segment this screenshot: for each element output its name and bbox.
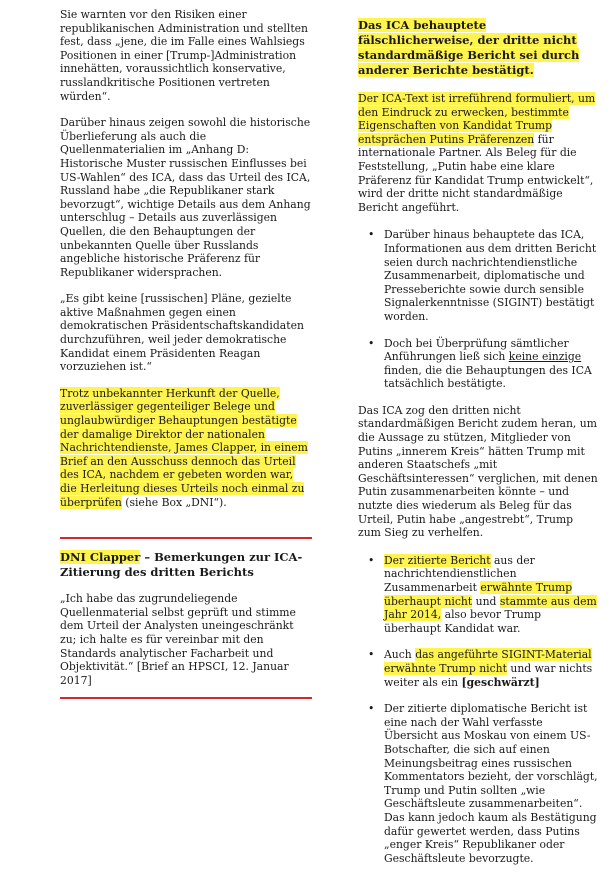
- list-item-text: Doch bei Überprüfung sämtlicher Anführungen ließ sich: [384, 336, 569, 364]
- dni-box: [60, 537, 312, 699]
- list-item: [358, 554, 598, 636]
- paragraph-historical-record: Darüber hinaus zeigen sowohl die historische Überlieferung als auch die Quellenmaterialien im „Anhang D: Historische Muster russischen Einflusses bei US-Wahlen“ des ICA, dass das Urteil des ICA, Russland habe „die Republikaner stark bevorzugt“, wichtige Details aus dem Anhang unterschlug – Details aus zuverlässigen Quellen, die den Behauptungen der unbekannten Quelle über Russlands angebliche historische Präferenz für Republikaner widersprachen.: [60, 116, 311, 279]
- list-item-text: Auch: [384, 648, 416, 662]
- box-quote: „Ich habe das zugrundeliegende Quellenmaterial selbst geprüft und stimme dem Urteil der Analysten uneingeschränkt zu; ich halte es für vereinbar mit den Standards analytischer Facharbeit und Objektivität.“ [Brief an HPSCI, 12. Januar 2017]: [60, 592, 296, 687]
- bullet-list-confirmation: [358, 228, 598, 391]
- paragraph-inner-circle: Das ICA zog den dritten nicht standardmäßigen Bericht zudem heran, um die Aussage zu stützen, Mitglieder von Putins „innerem Kreis“ hätten Trump mit anderen Staatschefs „mit Geschäftsinteressen“ verglichen, mit denen Putin zusammenarbeiten könnte – und nutzte dies wiederum als Beleg für das Urteil, Putin habe „angestrebt“, Trump zum Sieg zu verhelfen.: [358, 403, 598, 540]
- highlight-misleading: Der ICA-Text ist irreführend formuliert, um den Eindruck zu erwecken, bestimmte Eigenschaften von Kandidat Trump entsprächen Putins Präferenzen: [358, 92, 596, 146]
- list-item: • Darüber hinaus behauptete das ICA, Informationen aus dem dritten Bericht seien durch nachrichtendienstliche Zusammenarbeit, diplomatische und Presseberichte sowie durch sensible Signalerkenntnisse (SIGINT) bestätigt worden.: [358, 228, 598, 323]
- list-item-text: und: [472, 594, 500, 608]
- box-bottom-rule: [60, 697, 312, 699]
- underlined-text: keine einzige: [508, 350, 582, 364]
- redacted-label: [geschwärzt]: [461, 675, 540, 689]
- highlight-text: Der zitierte Bericht: [384, 553, 491, 567]
- highlight-text: erwähnte Trump überhaupt nicht: [384, 581, 573, 608]
- paragraph-misleading: [358, 92, 598, 214]
- paragraph-clapper: [60, 387, 312, 509]
- list-item-text: also bevor Trump überhaupt Kandidat war.: [384, 608, 541, 635]
- list-item-text: aus der nachrichtendienstlichen Zusammenarbeit: [384, 553, 535, 594]
- box-title: [60, 550, 312, 580]
- highlight-text: das angeführte SIGINT-Material erwähnte Trump nicht: [384, 648, 592, 675]
- box-top-rule: [60, 537, 312, 539]
- section-heading-highlight: Das ICA behauptete fälschlicherweise, der dritte nicht standardmäßige Bericht sei durch anderer Berichte bestätigt.: [358, 18, 580, 77]
- list-item: [358, 648, 598, 689]
- paragraph-warnings: Sie warnten vor den Risiken einer republikanischen Administration und stellten fest, dass „jene, die im Falle eines Wahlsiegs Positionen in einer [Trump-]Administration innehätten, voraussichtlich konservative, russlandkritische Positionen vertreten würden“.: [60, 8, 309, 103]
- list-item-text: und war nichts weiter als ein: [384, 661, 593, 689]
- box-title-rest: – Bemerkungen zur ICA-Zitierung des dritten Berichts: [60, 550, 303, 580]
- right-column: [358, 18, 598, 878]
- paragraph-clapper-rest: (siehe Box „DNI“).: [121, 495, 227, 509]
- box-title-highlight: DNI Clapper: [60, 550, 141, 565]
- list-item-text: finden, die die Behauptungen des ICA tatsächlich bestätigte.: [384, 363, 592, 391]
- section-heading: [358, 18, 598, 78]
- list-item: • Der zitierte diplomatische Bericht ist eine nach der Wahl verfasste Übersicht aus Moskau von einem US-Botschafter, die sich auf einen Meinungsbeitrag eines russischen Kommentators bezieht, der vorschlägt, Trump und Putin sollten „wie Geschäftsleute zusammenarbeiten“. Das kann jedoch kaum als Bestätigung dafür gewertet werden, dass Putins „enger Kreis“ Republikaner oder Geschäftsleute bevorzugte.: [358, 702, 598, 865]
- left-column: [60, 8, 312, 699]
- highlight-text: stammte aus dem Jahr 2014,: [384, 594, 597, 622]
- highlight-clapper: Trotz unbekannter Herkunft der Quelle, zuverlässiger gegenteiliger Belege und unglaubwürdiger Behauptungen bestätigte der damalige Direktor der nationalen Nachrichtendienste, James Clapper, in einem Brief an den Ausschuss dennoch das Urteil des ICA, nachdem er gebeten worden war, die Herleitung dieses Urteils noch einmal zu überprüfen: [60, 386, 308, 509]
- quote-no-plans: „Es gibt keine [russischen] Pläne, gezielte aktive Maßnahmen gegen einen demokratischen Präsidentschaftskandidaten durchzuführen, weil jeder demokratische Kandidat einem Präsidenten Reagan vorzuziehen ist.“: [60, 292, 304, 374]
- bullet-list-evidence: [358, 554, 598, 865]
- list-item: [358, 337, 598, 391]
- paragraph-misleading-rest: für internationale Partner. Als Beleg für die Feststellung, „Putin habe eine klare Präferenz für Kandidat Trump entwickelt“, wird der dritte nicht standardmäßige Bericht angeführt.: [358, 132, 594, 214]
